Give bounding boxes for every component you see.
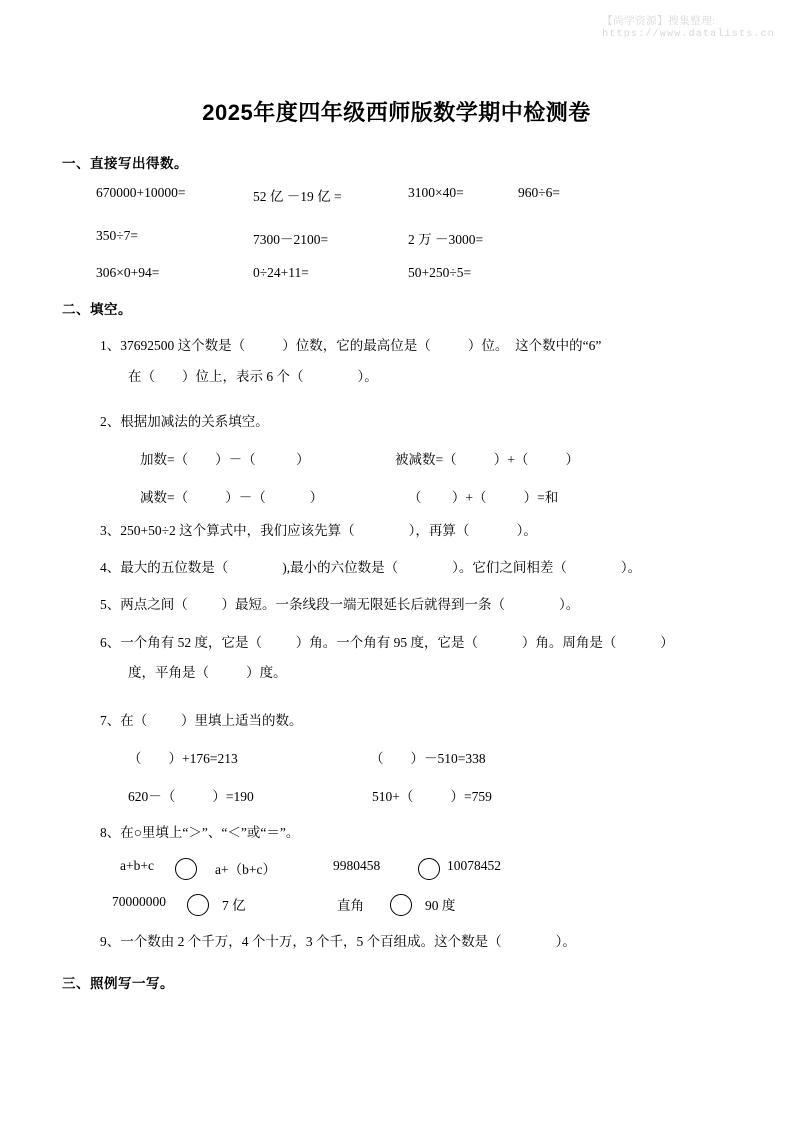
compare-circle-d[interactable] (390, 894, 412, 916)
page-title: 2025年度四年级西师版数学期中检测卷 (202, 100, 591, 125)
compare-b-left: 9980458 (333, 858, 381, 873)
section-one (0, 152, 793, 172)
subtrahend-formula: 减数=（ ）－（ ） (140, 490, 324, 505)
watermark-source-label: 【尚学资源】搜集整理: (602, 15, 716, 27)
fill-question-6 (0, 633, 793, 684)
question-5: 5、两点之间（ ）最短。一条线段一端无限延长后就得到一条（ ）。 (100, 597, 580, 612)
compare-circle-b[interactable] (418, 858, 440, 880)
equation-blank-minus-510: （ ）－510=338 (370, 751, 486, 766)
question-6-line-1: 6、一个角有 52 度，它是（ ）角。一个角有 95 度，它是（ ）角。周角是（ ） (100, 635, 674, 650)
question-2-line-1: 2、根据加减法的关系填空。 (100, 414, 269, 429)
section-two (0, 298, 793, 318)
fill-question-1 (0, 336, 793, 388)
question-4: 4、最大的五位数是（ ),最小的六位数是（ ）。它们之间相差（ ）。 (100, 560, 642, 575)
arith-problem: 0÷24+11= (253, 265, 309, 280)
equation-blank-plus-176: （ ）+176=213 (128, 751, 238, 766)
equation-510-plus-blank: 510+（ ）=759 (372, 789, 492, 804)
arith-problem: 7300－2100= (253, 232, 329, 247)
section-two-heading: 二、填空。 (62, 302, 132, 317)
arith-problem: 670000+10000= (96, 185, 186, 200)
question-3: 3、250+50÷2 这个算式中，我们应该先算（ ），再算（ ）。 (100, 523, 537, 538)
question-8-line-1: 8、在○里填上“＞”、“＜”或“＝”。 (100, 825, 300, 840)
fill-question-4 (0, 558, 793, 579)
compare-a-left: a+b+c (120, 858, 154, 873)
comparison-circle-icon[interactable] (175, 858, 197, 880)
fill-question-5 (0, 595, 793, 616)
arith-row-1 (0, 185, 793, 222)
compare-circle-c[interactable] (187, 894, 209, 916)
arith-problem: 3100×40= (408, 185, 464, 200)
arith-problem: 306×0+94= (96, 265, 160, 280)
fill-question-3 (0, 521, 793, 542)
compare-d-right: 90 度 (425, 898, 456, 913)
compare-a-right: a+（b+c） (215, 862, 276, 877)
fill-question-7 (0, 711, 793, 732)
arith-problem: 2 万 －3000= (408, 232, 484, 247)
section-three-heading: 三、照例写一写。 (62, 976, 174, 991)
question-1-line-1: 1、37692500 这个数是（ ）位数，它的最高位是（ ）位。 这个数中的“6” (100, 338, 602, 353)
minuend-formula: 被减数=（ ）+（ ） (395, 452, 579, 467)
comparison-circle-icon[interactable] (418, 858, 440, 880)
addend-formula: 加数=（ ）－（ ） (140, 452, 310, 467)
compare-c-right: 7 亿 (222, 898, 246, 913)
question-7-line-1: 7、在（ ）里填上适当的数。 (100, 713, 303, 728)
arith-row-2 (0, 228, 793, 265)
fill-question-8 (0, 823, 793, 844)
equation-620-minus-blank: 620－（ ）=190 (128, 789, 254, 804)
sum-formula: （ ）+（ ）=和 (408, 490, 559, 505)
compare-b-right: 10078452 (447, 858, 501, 873)
fill-question-9 (0, 932, 793, 953)
question-6-line-2: 度，平角是（ ）度。 (128, 664, 287, 680)
compare-c-left: 70000000 (112, 894, 166, 909)
fill-question-2 (0, 412, 793, 433)
watermark-url: https://www.datalists.cn (602, 29, 775, 41)
arith-row-3 (0, 265, 793, 302)
arith-problem: 52 亿 －19 亿 = (253, 189, 342, 204)
section-one-heading: 一、直接写出得数。 (62, 156, 188, 171)
compare-d-left: 直角 (337, 898, 364, 913)
arith-problem: 960÷6= (518, 185, 561, 200)
arith-problem: 350÷7= (96, 228, 139, 243)
question-9: 9、一个数由 2 个千万，4 个十万，3 个千，5 个百组成。这个数是（ ）。 (100, 934, 576, 949)
comparison-circle-icon[interactable] (390, 894, 412, 916)
section-three (0, 972, 793, 992)
watermark (602, 14, 775, 42)
arith-problem: 50+250÷5= (408, 265, 472, 280)
compare-circle-a[interactable] (175, 858, 197, 880)
question-1-line-2: 在（ ）位上，表示 6 个（ ）。 (128, 368, 378, 384)
comparison-circle-icon[interactable] (187, 894, 209, 916)
